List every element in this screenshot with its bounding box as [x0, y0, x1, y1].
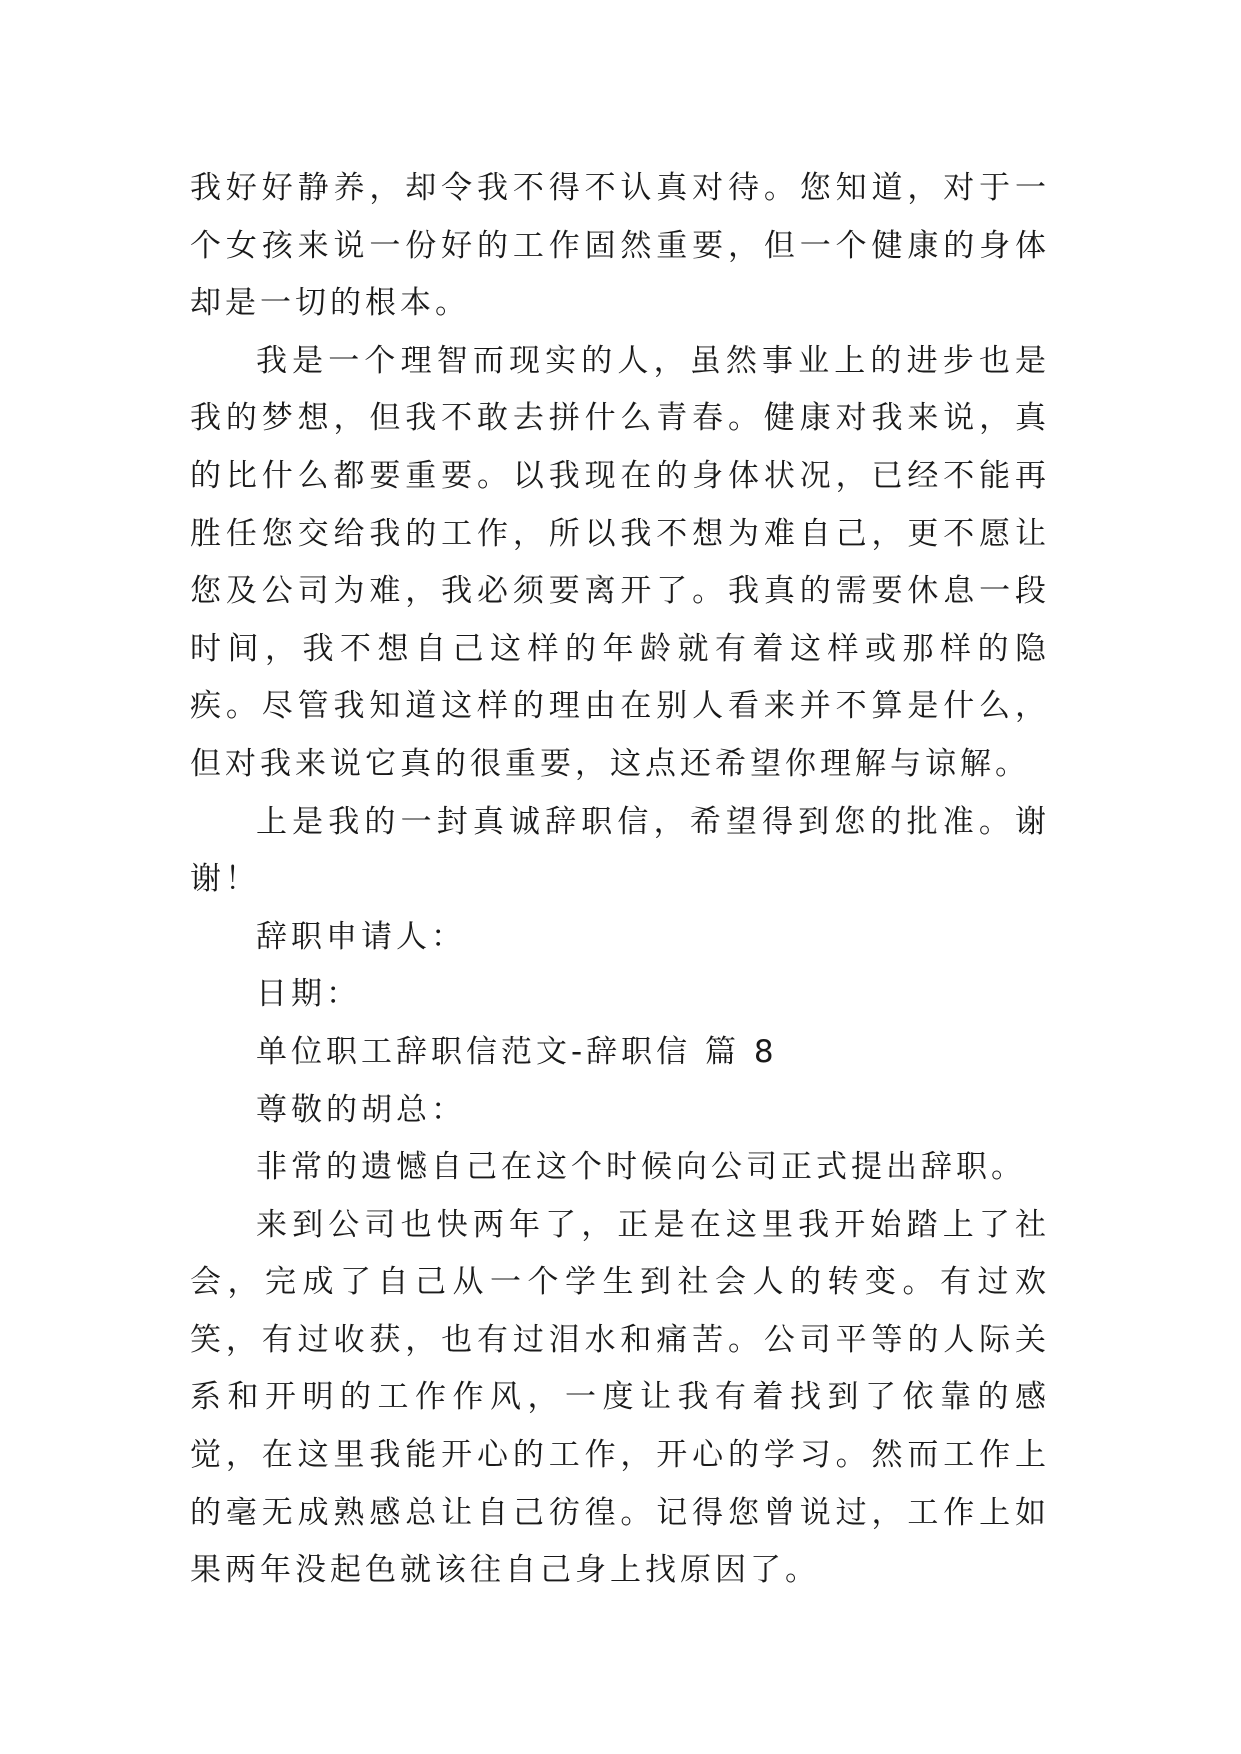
signature-label: 辞职申请人：: [256, 918, 466, 955]
paragraph-8: 非常的遗憾自己在这个时候向公司正式提出辞职。: [256, 1149, 1026, 1186]
document-body: [190, 160, 1050, 1600]
paragraph-9: 来到公司也快两年了，正是在这里我开始踏上了社会，完成了自己从一个学生到社会人的转变。有过欢笑，有过收获，也有过泪水和痛苦。公司平等的人际关系和开明的工作作风，一度让我有着找到了依靠的感觉，在这里我能开心的工作，开心的学习。然而工作上的毫无成熟感总让自己彷徨。记得您曾说过，工作上如果两年没起色就该往自己身上找原因了。: [190, 1206, 1050, 1589]
paragraph-3: 上是我的一封真诚辞职信，希望得到您的批准。谢谢！: [190, 803, 1050, 898]
section-title: 单位职工辞职信范文-辞职信 篇 8: [256, 1033, 778, 1070]
salutation: 尊敬的胡总：: [256, 1091, 466, 1128]
date-label: 日期：: [256, 976, 361, 1013]
paragraph-2: 我是一个理智而现实的人，虽然事业上的进步也是我的梦想，但我不敢去拼什么青春。健康对我来说，真的比什么都要重要。以我现在的身体状况，已经不能再胜任您交给我的工作，所以我不想为难自己，更不愿让您及公司为难，我必须要离开了。我真的需要休息一段时间，我不想自己这样的年龄就有着这样或那样的隐疾。尽管我知道这样的理由在别人看来并不算是什么，但对我来说它真的很重要，这点还希望你理解与谅解。: [190, 342, 1050, 782]
paragraph-1: 我好好静养，却令我不得不认真对待。您知道，对于一个女孩来说一份好的工作固然重要，但一个健康的身体却是一切的根本。: [190, 170, 1050, 322]
